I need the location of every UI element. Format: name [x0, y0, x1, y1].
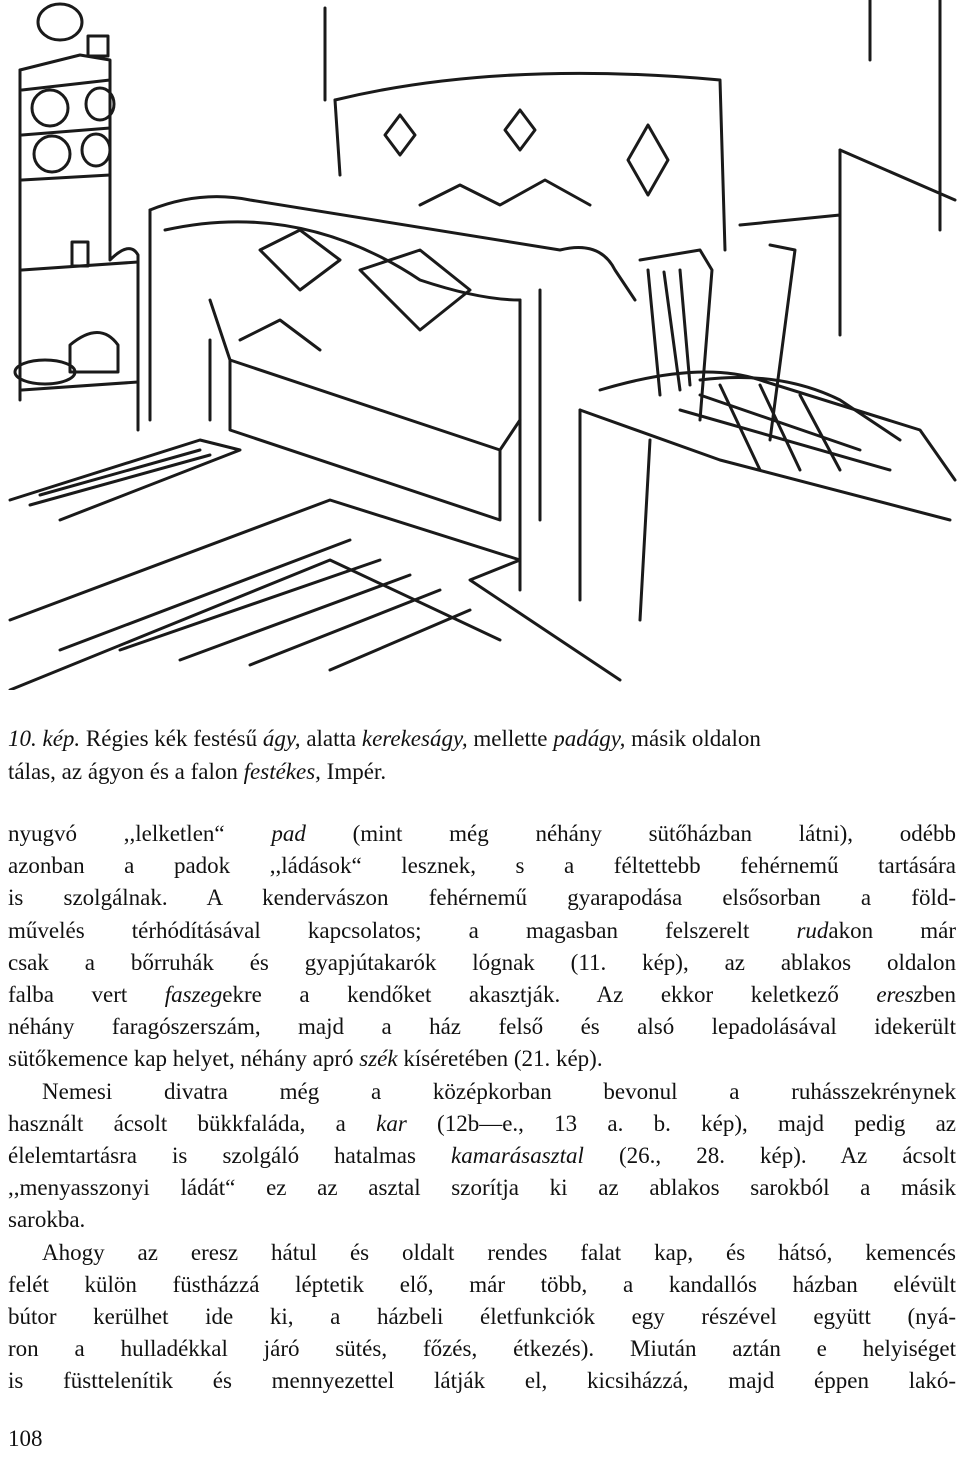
body-line — [8, 850, 956, 882]
body-italic-term: eresz — [876, 982, 923, 1008]
caption-line — [8, 755, 956, 788]
body-text — [8, 818, 956, 1398]
body-text: (26., 28. kép). Az ácsolt — [583, 1143, 956, 1169]
body-text: ekre a kendőket akasztják. Az ekkor keletkező — [222, 982, 877, 1008]
body-text: is szolgálnak. A kendervászon fehérnemű gyarapodása elsősorban a föld- — [8, 885, 956, 911]
body-text: sarokba. — [8, 1207, 86, 1233]
body-line — [8, 1172, 956, 1204]
body-text: is füsttelenítik és mennyezettel látják el, kicsiházzá, majd éppen lakó- — [8, 1368, 956, 1394]
body-text: Nemesi divatra még a középkorban bevonul a ruhásszekrénynek — [42, 1078, 956, 1104]
caption-italic-term: padágy, — [553, 726, 626, 751]
bed — [150, 197, 635, 590]
bench — [580, 215, 955, 620]
body-line — [8, 882, 956, 914]
body-text: sütőkemence kap helyet, néhány apró — [8, 1046, 360, 1072]
body-line — [8, 1365, 956, 1397]
body-line — [8, 1237, 956, 1269]
body-text: akon már — [828, 917, 956, 943]
body-text: művelés térhódításával kapcsolatos; a magasban felszerelt — [8, 917, 797, 943]
illustration — [0, 0, 960, 690]
body-italic-term: rud — [796, 917, 829, 943]
body-line — [8, 1301, 956, 1333]
body-line — [8, 915, 956, 947]
body-text: ron a hulladékkal járó sütés, főzés, étkezés). Miután aztán e helyiséget — [8, 1336, 956, 1362]
body-italic-term: kar — [376, 1110, 407, 1136]
body-line — [8, 1011, 956, 1043]
body-line — [8, 947, 956, 979]
caption-line — [8, 722, 956, 755]
body-text: nyugvó ,,lelketlen“ — [8, 821, 272, 846]
body-line — [8, 1076, 956, 1108]
room-walls — [325, 0, 955, 230]
caption-text: Régies kék festésű — [80, 726, 263, 751]
body-text: azonban a padok ,,ládások“ lesznek, s a féltettebb fehérnemű tartására — [8, 853, 956, 879]
body-line — [8, 818, 956, 850]
body-text: bútor kerülhet ide ki, a házbeli életfunkciók egy részével együtt (nyá- — [8, 1304, 956, 1330]
caption-italic-term: kerekeságy, — [361, 726, 468, 751]
body-text: élelemtartásra is szolgáló hatalmas — [8, 1143, 451, 1169]
body-text: ,,menyasszonyi ládát“ ez az asztal szorítja ki az ablakos sarokból a másik — [8, 1175, 956, 1201]
caption-italic-term: festékes, — [243, 759, 321, 784]
body-italic-term: pad — [271, 821, 306, 846]
caption-text: mellette — [467, 726, 554, 751]
body-line — [8, 1108, 956, 1140]
body-text: (12b—e., 13 a. b. kép), majd pedig az — [406, 1110, 957, 1136]
page-number: 108 — [8, 1426, 43, 1451]
dish-shelf — [15, 4, 138, 430]
body-italic-term: kamarásasztal — [451, 1143, 584, 1169]
body-text: kíséretében (21. kép). — [397, 1046, 603, 1072]
body-line — [8, 1140, 956, 1172]
caption-text: alatta — [300, 726, 362, 751]
body-text: felét külön füstházzá léptetik elő, már több, a kandallós házban elévült — [8, 1271, 956, 1297]
body-italic-term: faszeg — [164, 982, 223, 1008]
floor-rugs — [10, 440, 620, 690]
body-line — [8, 1204, 956, 1236]
body-text: falba vert — [8, 982, 165, 1008]
caption-italic-term: 10. kép. — [8, 726, 81, 751]
body-line — [8, 1269, 956, 1301]
body-italic-term: szék — [359, 1046, 398, 1072]
caption-text: másik oldalon — [625, 726, 761, 751]
body-line — [8, 1043, 956, 1075]
body-text: ben — [922, 982, 956, 1008]
body-text: néhány faragószerszám, majd a ház felső és alsó lepadolásával idekerült — [8, 1014, 956, 1040]
room-interior-drawing — [0, 0, 960, 690]
body-text: Ahogy az eresz hátul és oldalt rendes falat kap, és hátsó, kemencés — [42, 1239, 956, 1265]
body-text: használt ácsolt bükkfaláda, a — [8, 1110, 377, 1136]
body-line — [8, 1333, 956, 1365]
figure-caption — [8, 722, 956, 788]
caption-text: Impér. — [320, 759, 387, 784]
body-line — [8, 979, 956, 1011]
body-text: (mint még néhány sütőházban látni), odébb — [305, 821, 956, 846]
caption-italic-term: ágy, — [262, 726, 301, 751]
caption-text: tálas, az ágyon és a falon — [8, 759, 244, 784]
body-text: csak a bőrruhák és gyapjútakarók lógnak (11. kép), az ablakos oldalon — [8, 949, 956, 975]
